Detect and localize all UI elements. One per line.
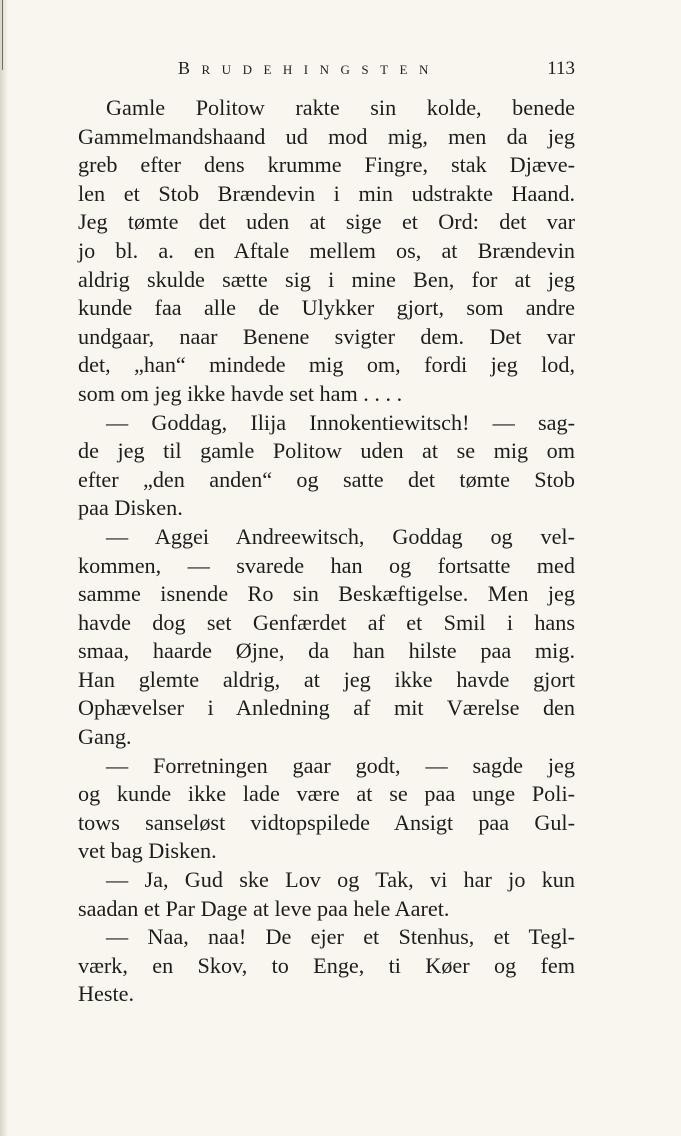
text-line: tows sanseløst vidtopspilede Ansigt paa Gul- (78, 809, 575, 835)
text-line: paa Disken. (78, 495, 183, 521)
text-line: — Goddag, Ilija Innokentiewitsch! — sag- (106, 409, 575, 435)
text-line: Heste. (78, 981, 135, 1007)
page-header (78, 58, 575, 88)
text-line: — Forretningen gaar godt, — sagde jeg (106, 752, 575, 778)
text-line: kunde faa alle de Ulykker gjort, som andre (78, 295, 575, 321)
body-text (78, 94, 575, 1009)
text-line: smaa, haarde Øjne, da han hilste paa mig. (78, 638, 575, 664)
text-line: aldrig skulde sætte sig i mine Ben, for at jeg (78, 266, 575, 292)
text-line: det, „han“ mindede mig om, fordi jeg lod, (78, 352, 575, 378)
text-line: Gammelmandshaand ud mod mig, men da jeg (78, 123, 575, 149)
text-line: som om jeg ikke havde set ham . . . . (78, 380, 403, 406)
text-line: vet bag Disken. (78, 838, 217, 864)
page-gutter-shadow (0, 0, 8, 1136)
running-title: Brudehingsten (178, 58, 440, 78)
text-line: havde dog set Genfærdet af et Smil i hans (78, 609, 575, 635)
text-line: greb efter dens krumme Fingre, stak Djæve- (78, 152, 575, 178)
page-number: 113 (547, 58, 575, 79)
text-line: Ophævelser i Anledning af mit Værelse den (78, 695, 575, 721)
text-line: saadan et Par Dage at leve paa hele Aaret. (78, 895, 450, 921)
text-line: efter „den anden“ og satte det tømte Stob (78, 466, 575, 492)
text-line: len et Stob Brændevin i min udstrakte Haand. (78, 180, 575, 206)
text-line: — Naa, naa! De ejer et Stenhus, et Tegl- (106, 924, 575, 950)
text-line: jo bl. a. en Aftale mellem os, at Brændevin (78, 237, 575, 263)
text-line: Gang. (78, 724, 132, 750)
text-line: Jeg tømte det uden at sige et Ord: det var (78, 209, 575, 235)
text-line: — Aggei Andreewitsch, Goddag og vel- (106, 523, 575, 549)
text-line: Gamle Politow rakte sin kolde, benede (106, 95, 575, 120)
text-line: værk, en Skov, to Enge, ti Køer og fem (78, 952, 575, 978)
text-line: undgaar, naar Benene svigter dem. Det var (78, 323, 575, 349)
text-line: Han glemte aldrig, at jeg ikke havde gjort (78, 666, 575, 692)
text-line: kommen, — svarede han og fortsatte med (78, 552, 575, 578)
page-edge-line (2, 0, 3, 70)
text-line: samme isnende Ro sin Beskæftigelse. Men jeg (78, 581, 575, 607)
text-line: — Ja, Gud ske Lov og Tak, vi har jo kun (106, 867, 575, 893)
text-line: og kunde ikke lade være at se paa unge Poli- (78, 781, 575, 807)
text-line: de jeg til gamle Politow uden at se mig om (78, 438, 575, 464)
